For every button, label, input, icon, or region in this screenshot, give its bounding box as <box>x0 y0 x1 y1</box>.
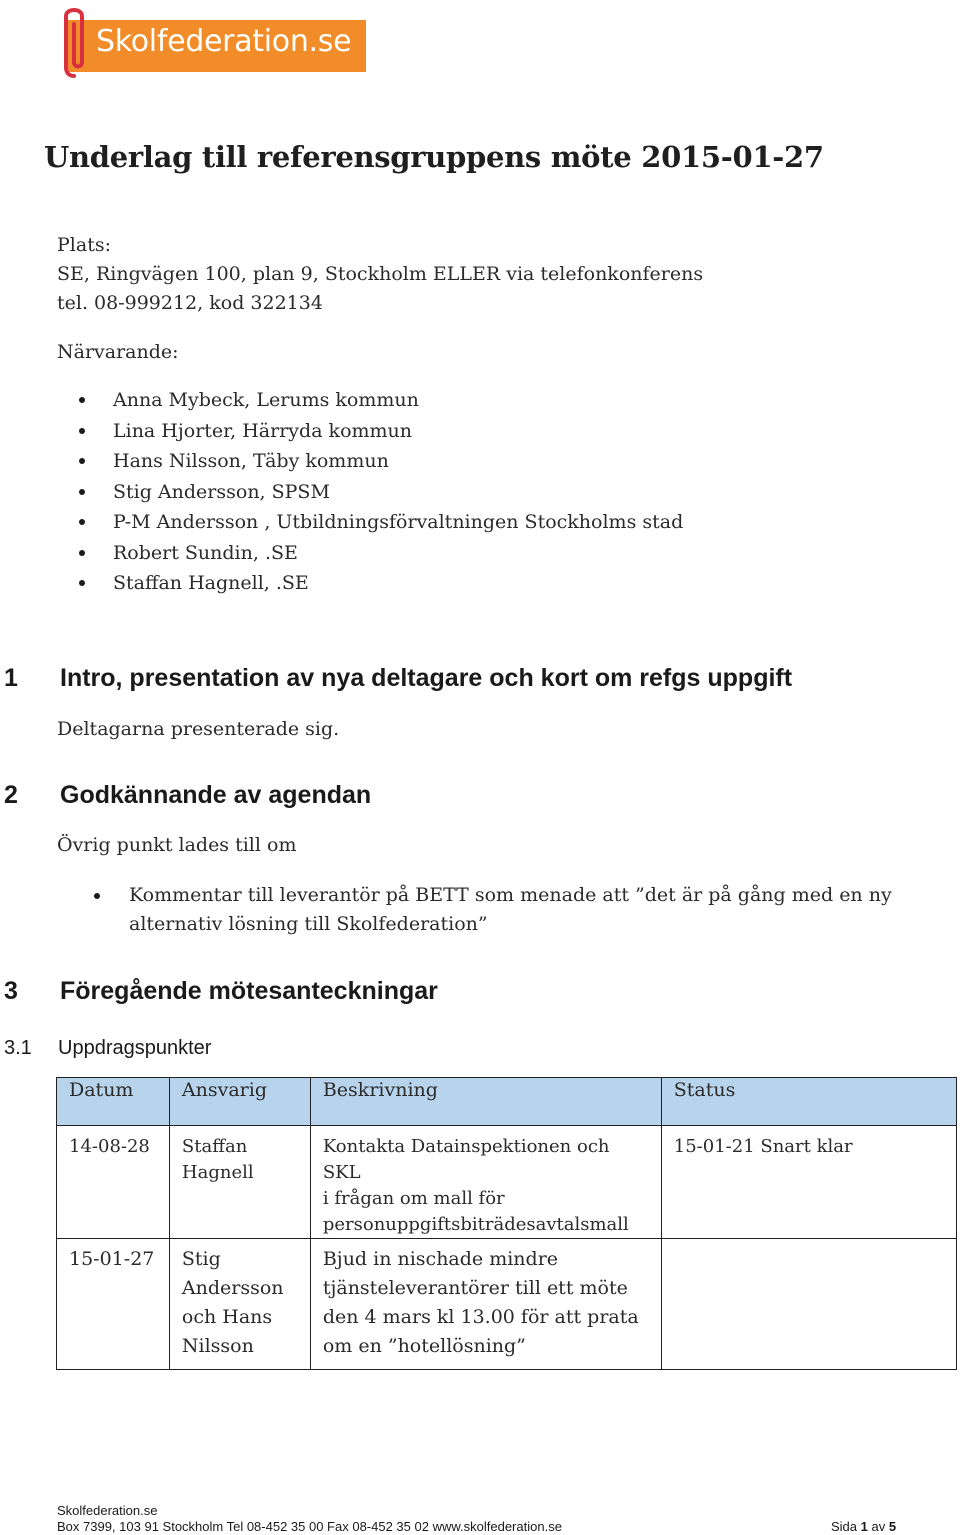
page-total: 5 <box>888 1519 897 1534</box>
column-header-status: Status <box>661 1078 956 1126</box>
table-row <box>57 1126 957 1239</box>
cell-datum: 14-08-28 <box>57 1126 170 1239</box>
cell-line: personuppgiftsbiträdesavtalsmall <box>322 1214 629 1235</box>
section-title: Uppdragspunkter <box>58 1037 212 1059</box>
document-title: Underlag till referensgruppens möte 2015-01-27 <box>44 140 824 174</box>
cell-line: Kontakta Datainspektionen och SKL <box>322 1136 610 1183</box>
cell-line: Staffan <box>181 1136 248 1157</box>
section-2-heading <box>4 781 944 813</box>
section-number: 2 <box>4 781 18 809</box>
cell-line: Nilsson <box>181 1335 254 1357</box>
cell-line: den 4 mars kl 13.00 för att prata <box>322 1306 639 1328</box>
section-3-heading <box>4 977 944 1009</box>
attendee-item: Robert Sundin, .SE <box>113 538 683 569</box>
attendee-item: Staffan Hagnell, .SE <box>113 568 683 599</box>
page-of: av <box>871 1519 886 1534</box>
section-2-bullet-line1: Kommentar till leverantör på BETT som menade att ”det är på gång med en ny <box>129 884 892 906</box>
cell-beskrivning <box>310 1239 661 1370</box>
table-header-row <box>57 1078 957 1126</box>
column-header-ansvarig: Ansvarig <box>169 1078 310 1126</box>
bullet-dot <box>94 893 100 899</box>
cell-line: Stig <box>181 1248 221 1270</box>
cell-line: om en ”hotellösning” <box>322 1335 526 1357</box>
cell-line: och Hans <box>181 1306 273 1328</box>
footer-address: Box 7399, 103 91 Stockholm Tel 08-452 35 00 Fax 08-452 35 02 www.skolfederation.se <box>57 1519 562 1534</box>
plats-line2: tel. 08-999212, kod 322134 <box>57 292 323 314</box>
cell-status: 15-01-21 Snart klar <box>661 1126 956 1239</box>
page-word: Sida <box>831 1519 858 1534</box>
attendee-item: Hans Nilsson, Täby kommun <box>113 446 683 477</box>
section-1-heading <box>4 664 944 696</box>
section-number: 1 <box>4 664 18 692</box>
footer-org: Skolfederation.se <box>57 1503 158 1518</box>
cell-beskrivning <box>310 1126 661 1239</box>
footer-page-number <box>831 1519 896 1534</box>
paperclip-icon <box>60 6 100 84</box>
cell-line: i frågan om mall för <box>322 1188 505 1209</box>
cell-line: Andersson <box>181 1277 284 1299</box>
cell-ansvarig <box>169 1239 310 1370</box>
attendee-list <box>113 385 683 599</box>
cell-status <box>661 1239 956 1370</box>
table-row <box>57 1239 957 1370</box>
attendee-item: Stig Andersson, SPSM <box>113 477 683 508</box>
attendee-item: Anna Mybeck, Lerums kommun <box>113 385 683 416</box>
logo-text: Skolfederation.se <box>96 24 352 59</box>
section-title: Godkännande av agendan <box>60 781 372 809</box>
attendee-item: Lina Hjorter, Härryda kommun <box>113 416 683 447</box>
cell-line: Hagnell <box>181 1162 254 1183</box>
cell-datum: 15-01-27 <box>57 1239 170 1370</box>
tasks-table <box>56 1077 957 1370</box>
section-3-1-heading <box>4 1037 604 1063</box>
section-2-body: Övrig punkt lades till om <box>57 834 297 856</box>
column-header-beskrivning: Beskrivning <box>310 1078 661 1126</box>
section-number: 3 <box>4 977 18 1005</box>
plats-label: Plats: <box>57 234 111 256</box>
cell-line: tjänsteleverantörer till ett möte <box>322 1277 628 1299</box>
page-current: 1 <box>860 1519 868 1534</box>
cell-ansvarig <box>169 1126 310 1239</box>
column-header-datum: Datum <box>57 1078 170 1126</box>
skolfederation-logo <box>60 6 370 84</box>
narvarande-label: Närvarande: <box>57 341 179 363</box>
attendee-item: P-M Andersson , Utbildningsförvaltningen Stockholms stad <box>113 507 683 538</box>
section-title: Föregående mötesanteckningar <box>60 977 438 1005</box>
section-1-body: Deltagarna presenterade sig. <box>57 718 340 740</box>
section-title: Intro, presentation av nya deltagare och kort om refgs uppgift <box>60 664 793 692</box>
section-2-bullet-line2: alternativ lösning till Skolfederation” <box>129 913 488 935</box>
plats-line1: SE, Ringvägen 100, plan 9, Stockholm ELLER via telefonkonferens <box>57 263 704 285</box>
cell-line: Bjud in nischade mindre <box>322 1248 559 1270</box>
section-number: 3.1 <box>4 1037 32 1059</box>
